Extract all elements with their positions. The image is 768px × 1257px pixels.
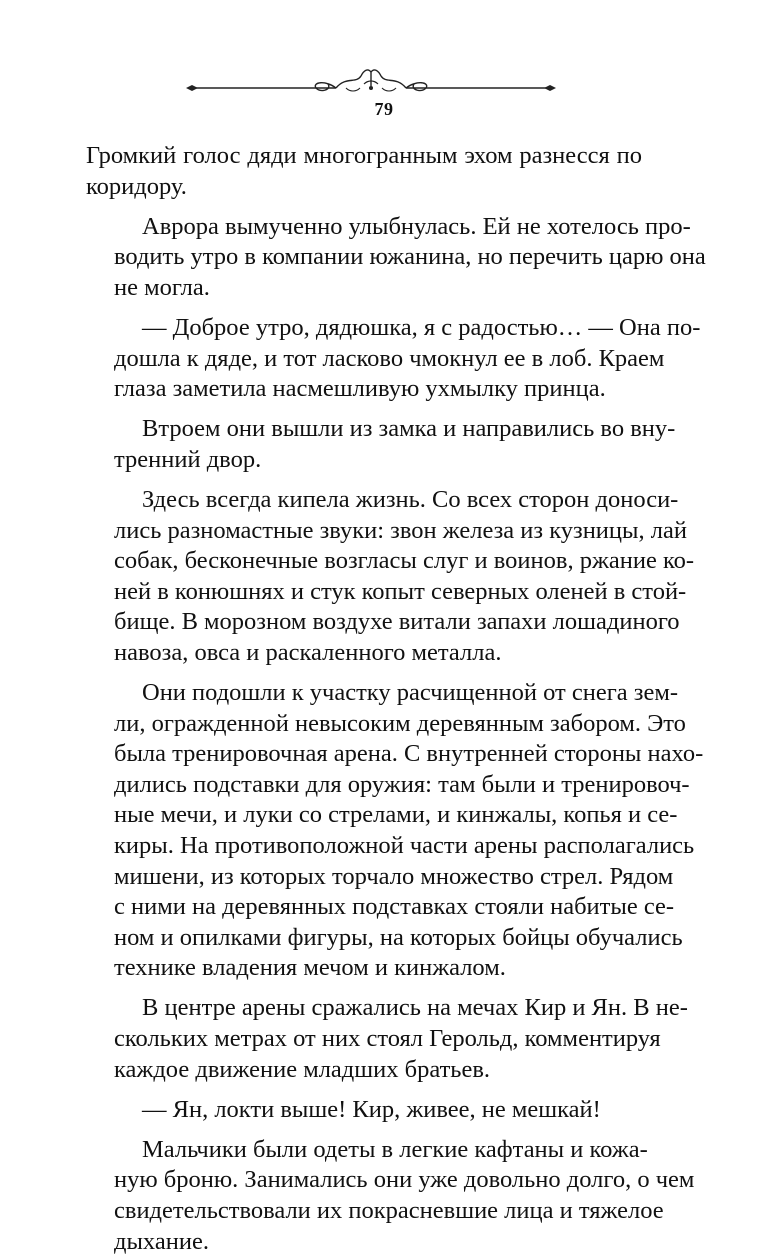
paragraph-gap bbox=[86, 669, 642, 679]
paragraph bbox=[86, 993, 688, 1085]
text-line: дыхание. bbox=[114, 1227, 209, 1255]
paragraph bbox=[86, 1135, 695, 1257]
text-line: Громкий голос дяди многогранным эхом разнесся по bbox=[86, 142, 642, 169]
paragraph-gap bbox=[86, 303, 642, 313]
text-line: киры. На противоположной части арены располагались bbox=[114, 831, 695, 859]
text-line: мишени, из которых торчало множество стрел. Рядом bbox=[114, 862, 674, 890]
paragraph-gap bbox=[86, 405, 642, 415]
text-line: лись разномастные звуки: звон железа из кузницы, лай bbox=[114, 516, 687, 544]
text-line: каждое движение младших братьев. bbox=[114, 1055, 491, 1083]
text-line: Они подошли к участку расчищенной от снега зем- bbox=[142, 679, 678, 706]
header-ornament-icon bbox=[186, 66, 556, 98]
text-line: не могла. bbox=[114, 273, 210, 301]
text-line: технике владения мечом и кинжалом. bbox=[114, 954, 506, 982]
text-line: Аврора вымученно улыбнулась. Ей не хотелось про- bbox=[142, 212, 691, 240]
text-line: бище. В морозном воздухе витали запахи лошадиного bbox=[114, 608, 680, 636]
text-line: скольких метрах от них стоял Герольд, комментируя bbox=[114, 1025, 661, 1053]
paragraph-gap bbox=[86, 202, 642, 212]
text-line: В центре арены сражались на мечах Кир и Ян. В не- bbox=[142, 994, 688, 1022]
paragraph-gap bbox=[86, 1085, 642, 1095]
paragraph bbox=[86, 414, 676, 475]
paragraph bbox=[86, 212, 706, 304]
text-line: дились подставки для оружия: там были и тренировоч- bbox=[114, 770, 690, 798]
text-line: навоза, овса и раскаленного металла. bbox=[114, 638, 502, 666]
text-line: с ними на деревянных подставках стояли набитые се- bbox=[114, 893, 675, 921]
text-line: ном и опилками фигуры, на которых бойцы обучались bbox=[114, 923, 683, 951]
text-line: ли, огражденной невысоким деревянным забором. Это bbox=[114, 709, 686, 737]
text-line: Здесь всегда кипела жизнь. Со всех сторон доноси- bbox=[142, 485, 679, 513]
text-line: была тренировочная арена. С внутренней стороны нахо- bbox=[114, 740, 704, 768]
paragraph-gap bbox=[86, 984, 642, 994]
text-line: ные мечи, и луки со стрелами, и кинжалы, копья и се- bbox=[114, 801, 678, 829]
text-line: коридору. bbox=[86, 172, 187, 200]
text-line: дошла к дяде, и тот ласково чмокнул ее в лоб. Краем bbox=[114, 344, 665, 372]
text-line: ней в конюшнях и стук копыт северных оленей в стой- bbox=[114, 577, 687, 605]
text-line: — Ян, локти выше! Кир, живее, не мешкай! bbox=[142, 1095, 601, 1123]
text-line: тренний двор. bbox=[114, 445, 262, 473]
body-text bbox=[86, 141, 706, 1257]
paragraph-gap bbox=[86, 1125, 642, 1135]
text-line: — Доброе утро, дядюшка, я с радостью… — Она по- bbox=[142, 313, 701, 341]
paragraph bbox=[86, 1095, 642, 1126]
text-line: водить утро в компании южанина, но перечить царю она bbox=[114, 243, 706, 271]
text-line: свидетельствовали их покрасневшие лица и тяжелое bbox=[114, 1197, 664, 1224]
paragraph bbox=[86, 678, 704, 984]
paragraph bbox=[86, 313, 701, 405]
text-line: Мальчики были одеты в легкие кафтаны и кожа- bbox=[142, 1135, 648, 1163]
paragraph bbox=[86, 141, 642, 202]
text-line: глаза заметила насмешливую ухмылку принца. bbox=[114, 375, 606, 403]
paragraph bbox=[86, 485, 695, 669]
paragraph-gap bbox=[86, 475, 642, 485]
page-number: 79 bbox=[374, 99, 394, 119]
text-line: собак, бесконечные возгласы слуг и воинов, ржание ко- bbox=[114, 547, 695, 575]
text-line: Втроем они вышли из замка и направились во вну- bbox=[142, 415, 676, 443]
text-line: ную броню. Занимались они уже довольно долго, о чем bbox=[114, 1166, 695, 1194]
